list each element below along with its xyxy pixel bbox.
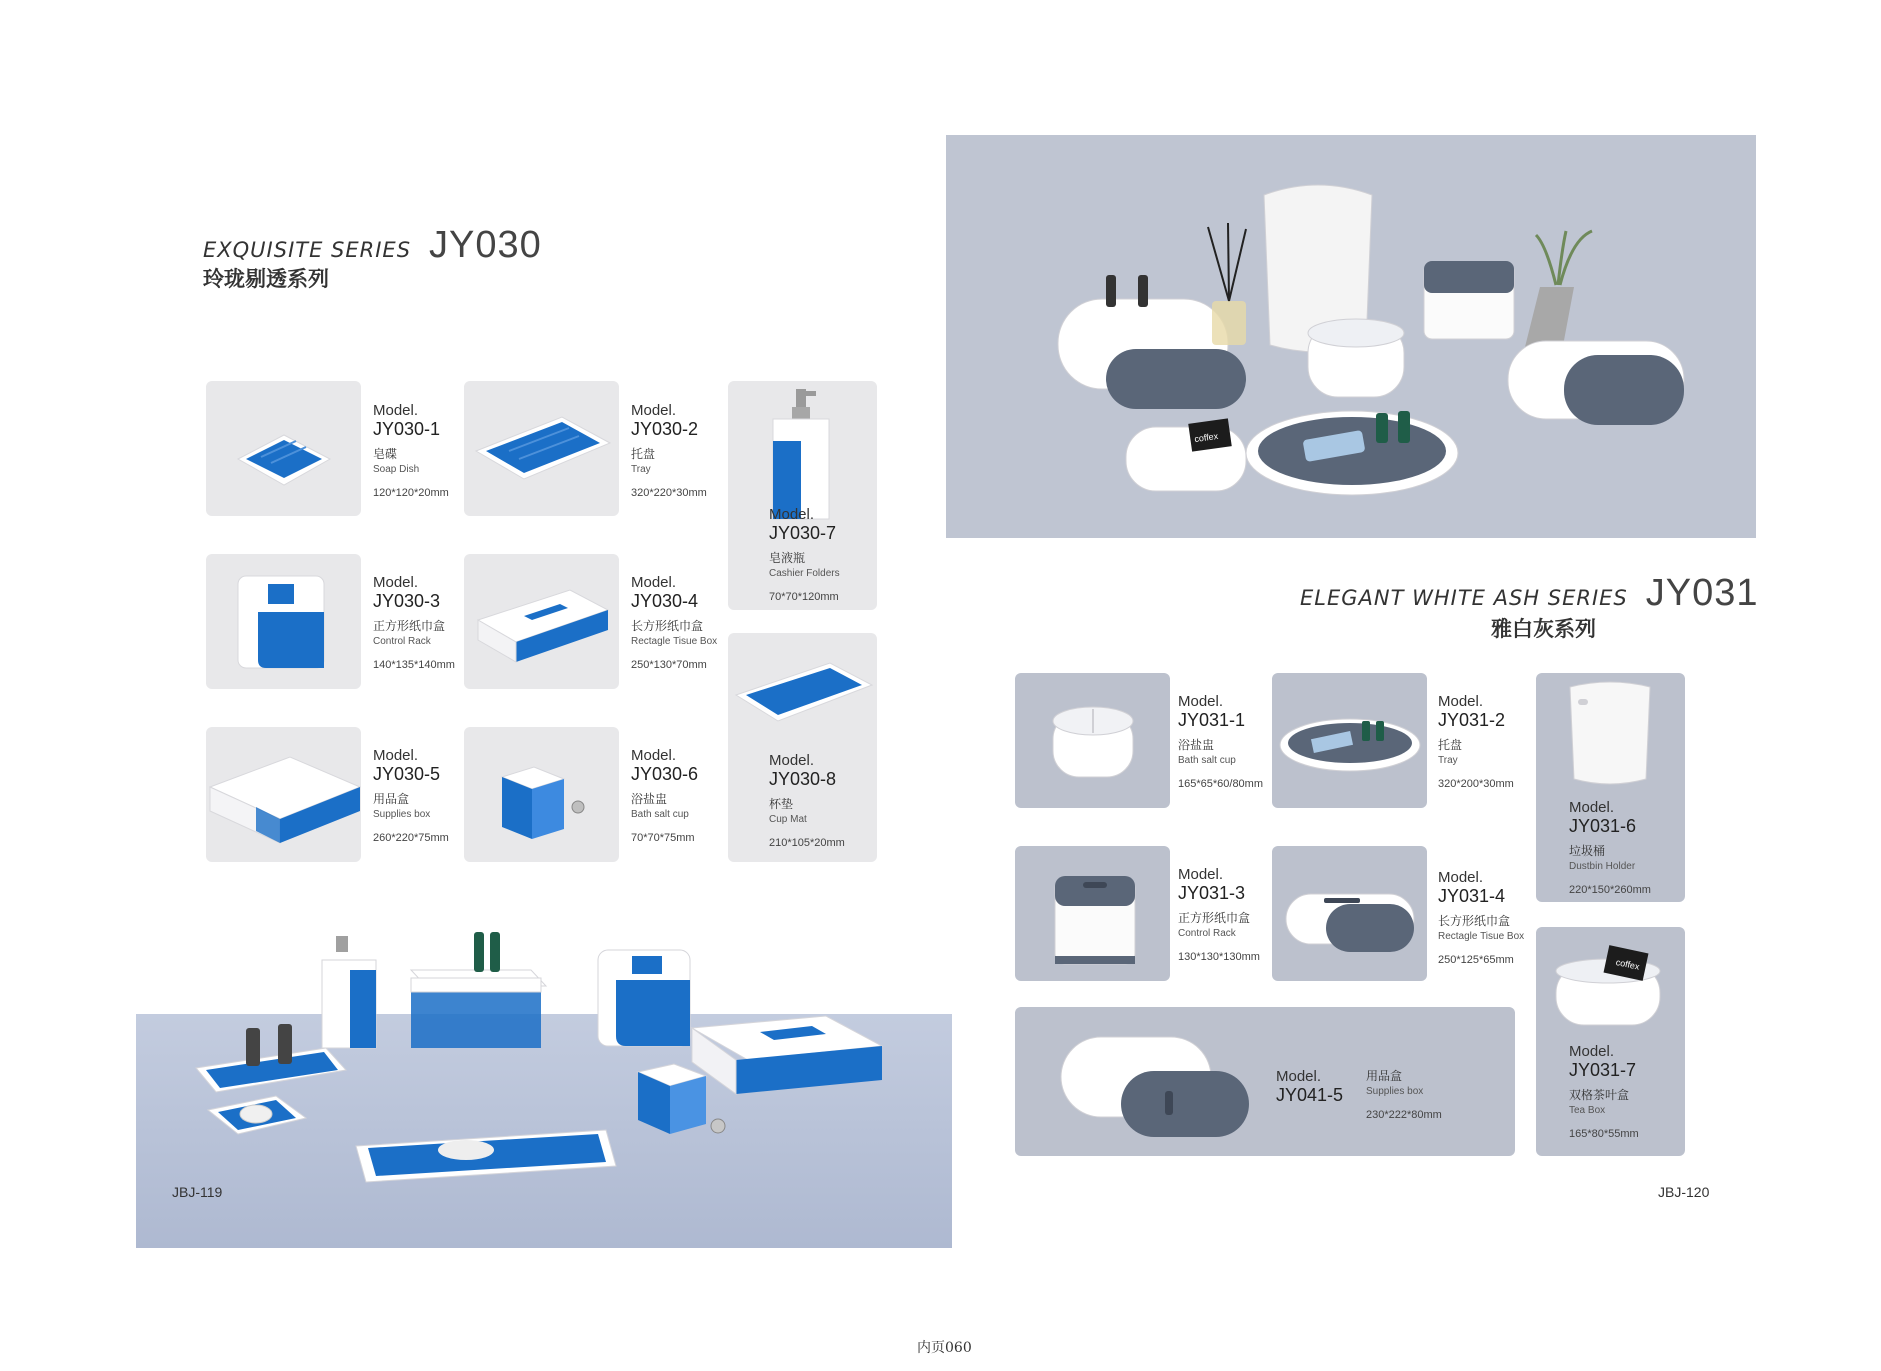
model-number: JY031-2 bbox=[1438, 710, 1506, 731]
model-number: JY031-3 bbox=[1178, 883, 1246, 904]
product-info-jy031-3: Model. JY031-3 正方形纸巾盒 Control Rack 130*130*130mm bbox=[1178, 866, 1260, 964]
product-info-jy030-2: Model. JY030-2 托盘 Tray 320*220*30mm bbox=[631, 402, 707, 500]
product-info-jy030-7: Model. JY030-7 皂液瓶 Cashier Folders 70*70*120mm bbox=[769, 506, 840, 604]
page-number-left: JBJ-119 bbox=[172, 1184, 223, 1200]
square-tissue-box-image bbox=[1015, 846, 1170, 981]
product-info-jy030-6: Model. JY030-6 浴盐盅 Bath salt cup 70*70*75mm bbox=[631, 747, 699, 845]
product-info-jy031-6: Model. JY031-6 垃圾桶 Dustbin Holder 220*150*260mm bbox=[1569, 799, 1651, 897]
rect-tissue-box-image bbox=[1272, 846, 1427, 981]
model-number: JY030-6 bbox=[631, 764, 699, 785]
product-card-jy031-3[interactable] bbox=[1015, 846, 1170, 981]
product-card-jy030-4[interactable] bbox=[464, 554, 619, 689]
jy030-lifestyle-photo bbox=[136, 920, 952, 1248]
product-info-jy031-2: Model. JY031-2 托盘 Tray 320*200*30mm bbox=[1438, 693, 1514, 791]
footer-page-label: 内页060 bbox=[917, 1340, 972, 1356]
product-info-jy030-5: Model. JY030-5 用品盒 Supplies box 260*220*75mm bbox=[373, 747, 449, 845]
square-tissue-box-image bbox=[206, 554, 361, 689]
product-info-jy041-5: Model. JY041-5 bbox=[1276, 1068, 1344, 1106]
model-number: JY030-1 bbox=[373, 419, 441, 440]
product-card-jy030-1[interactable] bbox=[206, 381, 361, 516]
coffex-label: coffex bbox=[1614, 957, 1641, 972]
right-series-cn: 雅白灰系列 bbox=[1491, 617, 1596, 641]
model-number: JY030-3 bbox=[373, 591, 441, 612]
tray-image bbox=[464, 381, 619, 516]
product-info-jy031-1: Model. JY031-1 浴盐盅 Bath salt cup 165*65*60/80mm bbox=[1178, 693, 1264, 791]
product-card-jy030-5[interactable] bbox=[206, 727, 361, 862]
product-card-jy030-2[interactable] bbox=[464, 381, 619, 516]
right-series-title bbox=[1300, 572, 1759, 615]
jy031-set-illustration bbox=[946, 135, 1756, 538]
coffex-label: coffex bbox=[1193, 430, 1219, 445]
model-number: JY031-7 bbox=[1569, 1060, 1637, 1081]
product-card-jy031-4[interactable] bbox=[1272, 846, 1427, 981]
jy030-set-illustration bbox=[136, 920, 952, 1248]
model-number: JY030-5 bbox=[373, 764, 441, 785]
bath-salt-cup-image bbox=[464, 727, 619, 862]
product-desc-jy041-5: 用品盒 Supplies box 230*222*80mm bbox=[1366, 1069, 1442, 1122]
tray-image bbox=[1272, 673, 1427, 808]
product-info-jy030-8: Model. JY030-8 杯垫 Cup Mat 210*105*20mm bbox=[769, 752, 845, 850]
product-info-jy031-4: Model. JY031-4 长方形纸巾盒 Rectagle Tisue Box 250*125*65mm bbox=[1438, 869, 1525, 967]
model-number: JY030-2 bbox=[631, 419, 699, 440]
bath-salt-cup-image bbox=[1015, 673, 1170, 808]
model-number: JY041-5 bbox=[1276, 1085, 1344, 1106]
left-series-title bbox=[203, 224, 542, 267]
left-series-en: EXQUISITE SERIES bbox=[203, 238, 412, 262]
product-info-jy030-4: Model. JY030-4 长方形纸巾盒 Rectagle Tisue Box 250*130*70mm bbox=[631, 574, 718, 672]
model-number: JY030-8 bbox=[769, 769, 837, 790]
supplies-box-image bbox=[1015, 1007, 1255, 1156]
product-card-jy031-2[interactable] bbox=[1272, 673, 1427, 808]
soap-dish-image bbox=[206, 381, 361, 516]
left-series-code: JY030 bbox=[429, 224, 542, 266]
product-info-jy031-7: Model. JY031-7 双格茶叶盒 Tea Box 165*80*55mm bbox=[1569, 1043, 1639, 1141]
right-series-code: JY031 bbox=[1645, 572, 1759, 614]
model-number: JY030-4 bbox=[631, 591, 699, 612]
left-series-cn: 玲珑剔透系列 bbox=[203, 267, 329, 291]
product-card-jy030-3[interactable] bbox=[206, 554, 361, 689]
supplies-box-image bbox=[206, 727, 361, 862]
model-number: JY031-4 bbox=[1438, 886, 1506, 907]
page-number-right: JBJ-120 bbox=[1658, 1184, 1710, 1200]
model-number: JY031-1 bbox=[1178, 710, 1246, 731]
product-card-jy031-1[interactable] bbox=[1015, 673, 1170, 808]
jy031-lifestyle-photo bbox=[946, 135, 1756, 538]
model-number: JY031-6 bbox=[1569, 816, 1637, 837]
product-info-jy030-3: Model. JY030-3 正方形纸巾盒 Control Rack 140*135*140mm bbox=[373, 574, 455, 672]
product-card-jy030-6[interactable] bbox=[464, 727, 619, 862]
model-number: JY030-7 bbox=[769, 523, 837, 544]
rect-tissue-box-image bbox=[464, 554, 619, 689]
product-info-jy030-1: Model. JY030-1 皂碟 Soap Dish 120*120*20mm bbox=[373, 402, 449, 500]
right-series-en: ELEGANT WHITE ASH SERIES bbox=[1300, 586, 1628, 610]
